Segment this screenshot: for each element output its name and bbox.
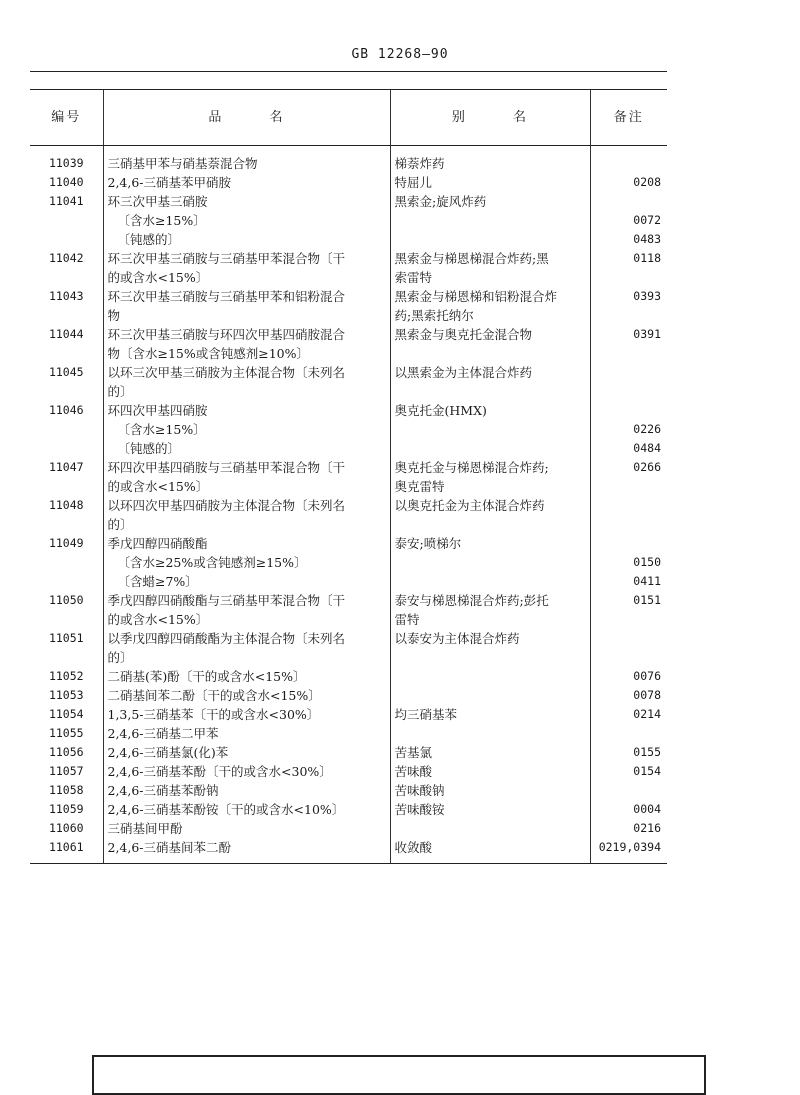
- remark-code: [590, 819, 667, 838]
- row-number: 11052: [48, 669, 84, 683]
- product-name-line: 2,4,6-三硝基间苯二酚: [107, 840, 232, 855]
- remark-code: [590, 686, 667, 705]
- product-name: [103, 591, 390, 629]
- row-number: 11059: [48, 802, 84, 816]
- table-row: [30, 534, 667, 591]
- product-name: [103, 724, 390, 743]
- product-name: [103, 287, 390, 325]
- remark-code: [590, 496, 667, 534]
- alias-name: [390, 667, 590, 686]
- product-name-line: 环三次甲基三硝胺与三硝基甲苯混合物〔干: [107, 251, 346, 266]
- alias-name-line: 以奥克托金为主体混合炸药: [394, 498, 545, 513]
- product-name: [103, 686, 390, 705]
- alias-name: [390, 363, 590, 401]
- row-number: 11050: [48, 593, 84, 607]
- product-name-line: 2,4,6-三硝基氯(化)苯: [107, 745, 229, 760]
- product-name-line: 的〕: [107, 384, 133, 399]
- remark-code-line: [595, 154, 662, 173]
- row-number: 11043: [48, 289, 84, 303]
- table-row: [30, 686, 667, 705]
- page-header: GB 12268—90: [351, 47, 449, 62]
- row-number: 11045: [48, 365, 84, 379]
- product-name: [103, 325, 390, 363]
- product-name-line: 2,4,6-三硝基苯酚钠: [107, 783, 219, 798]
- table-row: [30, 173, 667, 192]
- row-number: 11060: [48, 821, 84, 835]
- table-row: [30, 667, 667, 686]
- alias-name: [390, 173, 590, 192]
- row-number: 11044: [48, 327, 84, 341]
- alias-name: [390, 146, 590, 174]
- product-name-line: 2,4,6-三硝基苯酚〔干的或含水<30%〕: [107, 764, 332, 779]
- table-row: [30, 249, 667, 287]
- alias-name-line: 苦味酸铵: [394, 802, 445, 817]
- row-number: 11053: [48, 688, 84, 702]
- remark-code: [590, 762, 667, 781]
- alias-name: [390, 743, 590, 762]
- remark-code-line: [595, 192, 662, 211]
- remark-code: [590, 173, 667, 192]
- alias-name: [390, 496, 590, 534]
- remark-code-line: 0226: [633, 422, 661, 436]
- row-number: 11049: [48, 536, 84, 550]
- alias-name: [390, 401, 590, 458]
- alias-name-line: 收敛酸: [394, 840, 433, 855]
- table-row: [30, 401, 667, 458]
- alias-name: [390, 325, 590, 363]
- remark-code: [590, 401, 667, 458]
- product-name-line: 的或含水<15%〕: [107, 270, 209, 285]
- product-name-line: 的或含水<15%〕: [107, 479, 209, 494]
- alias-name-line: 泰安;喷梯尔: [394, 536, 462, 551]
- alias-name: [390, 287, 590, 325]
- alias-name-line: 黑索金与梯恩梯和铝粉混合炸: [394, 289, 558, 304]
- product-name-line: 〔含蜡≥7%〕: [117, 574, 198, 589]
- alias-name-line: [395, 686, 586, 705]
- remark-code: [590, 724, 667, 743]
- alias-name-line: 梯萘炸药: [394, 156, 445, 171]
- remark-code-line: 0151: [633, 593, 661, 607]
- product-name-line: 〔钝感的〕: [117, 441, 181, 456]
- product-name-line: 环四次甲基四硝胺: [107, 403, 208, 418]
- remark-code-line: [595, 401, 662, 420]
- footer-box: [92, 1055, 706, 1095]
- product-name: [103, 762, 390, 781]
- alias-name-line: 索雷特: [394, 270, 433, 285]
- product-name-line: 的或含水<15%〕: [107, 612, 209, 627]
- remark-code-line: 0118: [633, 251, 661, 265]
- remark-code-line: 0072: [633, 213, 661, 227]
- product-name: [103, 146, 390, 174]
- product-name: [103, 401, 390, 458]
- remark-code-line: [595, 534, 662, 553]
- row-number: 11041: [48, 194, 84, 208]
- table-row: [30, 458, 667, 496]
- product-name-line: 三硝基甲苯与硝基萘混合物: [107, 156, 258, 171]
- product-name-line: 〔含水≥25%或含钝感剂≥15%〕: [117, 555, 307, 570]
- remark-code: [590, 629, 667, 667]
- remark-code: [590, 146, 667, 174]
- document-table-wrap: [30, 89, 667, 864]
- table-row: [30, 363, 667, 401]
- product-name-line: 〔含水≥15%〕: [117, 422, 206, 437]
- table-row: [30, 192, 667, 249]
- remark-code-line: 0393: [633, 289, 661, 303]
- alias-name-line: 奥克托金(HMX): [394, 403, 487, 418]
- table-row: [30, 591, 667, 629]
- product-name-line: 季戊四醇四硝酸酯: [107, 536, 208, 551]
- row-number: 11057: [48, 764, 84, 778]
- alias-name: [390, 762, 590, 781]
- remark-code-line: 0484: [633, 441, 661, 455]
- row-number: 11054: [48, 707, 84, 721]
- product-name-line: 〔含水≥15%〕: [117, 213, 206, 228]
- product-name: [103, 192, 390, 249]
- table-row: [30, 724, 667, 743]
- table-row: [30, 287, 667, 325]
- remark-code-line: [595, 629, 662, 648]
- product-name-line: 二硝基间苯二酚〔干的或含水<15%〕: [107, 688, 321, 703]
- alias-name-line: 特屈儿: [394, 175, 433, 190]
- product-name-line: 环三次甲基三硝胺: [107, 194, 208, 209]
- remark-code: [590, 249, 667, 287]
- alias-name-line: 黑索金;旋风炸药: [394, 194, 487, 209]
- alias-name: [390, 458, 590, 496]
- alias-name-line: 奥克雷特: [394, 479, 445, 494]
- alias-name-line: 以泰安为主体混合炸药: [394, 631, 520, 646]
- remark-code-line: 0219,0394: [598, 840, 661, 854]
- product-name: [103, 629, 390, 667]
- row-number: 11055: [48, 726, 84, 740]
- remark-code-line: 0483: [633, 232, 661, 246]
- alias-name: [390, 819, 590, 838]
- row-number: 11051: [48, 631, 84, 645]
- alias-name-line: 均三硝基苯: [394, 707, 458, 722]
- product-name: [103, 800, 390, 819]
- row-number: 11061: [30, 838, 103, 864]
- row-number: 11047: [48, 460, 84, 474]
- column-header-note: 备注: [590, 90, 667, 146]
- table-row: [30, 838, 667, 864]
- product-name-line: 环三次甲基三硝胺与环四次甲基四硝胺混合: [107, 327, 346, 342]
- row-number: 11048: [48, 498, 84, 512]
- table-row: [30, 496, 667, 534]
- remark-code: [590, 192, 667, 249]
- alias-name: [390, 724, 590, 743]
- product-name-line: 2,4,6-三硝基二甲苯: [107, 726, 219, 741]
- alias-name-line: [395, 819, 586, 838]
- remark-code-line: 0155: [633, 745, 661, 759]
- product-name: [103, 819, 390, 838]
- table-row: [30, 781, 667, 800]
- product-name-line: 1,3,5-三硝基苯〔干的或含水<30%〕: [107, 707, 320, 722]
- table-row: [30, 325, 667, 363]
- table-row: [30, 743, 667, 762]
- remark-code-line: [595, 781, 662, 800]
- alias-name: [390, 705, 590, 724]
- remark-code: [590, 781, 667, 800]
- table-body: [30, 146, 667, 864]
- alias-name-line: 泰安与梯恩梯混合炸药;彭托: [394, 593, 549, 608]
- product-name: [103, 458, 390, 496]
- remark-code: [590, 363, 667, 401]
- remark-code-line: 0214: [633, 707, 661, 721]
- alias-name-line: 奥克托金与梯恩梯混合炸药;: [394, 460, 549, 475]
- dangerous-goods-table: [30, 89, 667, 864]
- alias-name-line: 苦基氯: [394, 745, 433, 760]
- remark-code: [590, 325, 667, 363]
- remark-code: [590, 591, 667, 629]
- remark-code-line: 0078: [633, 688, 661, 702]
- column-header-number: 编号: [30, 90, 103, 146]
- alias-name: [390, 800, 590, 819]
- product-name: [103, 249, 390, 287]
- remark-code: [590, 667, 667, 686]
- product-name-line: 以环四次甲基四硝胺为主体混合物〔未列名: [107, 498, 346, 513]
- alias-name-line: 药;黑索托纳尔: [394, 308, 474, 323]
- table-row: [30, 762, 667, 781]
- header-rule: [30, 71, 667, 72]
- remark-code-line: 0266: [633, 460, 661, 474]
- alias-name-line: 黑索金与奥克托金混合物: [394, 327, 533, 342]
- product-name: [103, 496, 390, 534]
- remark-code: [590, 458, 667, 496]
- product-name-line: 2,4,6-三硝基苯甲硝胺: [107, 175, 232, 190]
- product-name-line: 物〔含水≥15%或含钝感剂≥10%〕: [107, 346, 310, 361]
- remark-code-line: [595, 496, 662, 515]
- alias-name: [390, 838, 590, 864]
- remark-code-line: 0150: [633, 555, 661, 569]
- alias-name: [390, 192, 590, 249]
- remark-code-line: [595, 363, 662, 382]
- remark-code-line: 0411: [633, 574, 661, 588]
- table-row: [30, 705, 667, 724]
- product-name-line: 的〕: [107, 517, 133, 532]
- product-name: [103, 667, 390, 686]
- row-number: 11042: [48, 251, 84, 265]
- product-name-line: 以环三次甲基三硝胺为主体混合物〔未列名: [107, 365, 346, 380]
- product-name: [103, 743, 390, 762]
- product-name-line: 〔钝感的〕: [117, 232, 181, 247]
- table-row: [30, 629, 667, 667]
- product-name: [103, 173, 390, 192]
- table-row: [30, 800, 667, 819]
- row-number: 11056: [48, 745, 84, 759]
- product-name-line: 环四次甲基四硝胺与三硝基甲苯混合物〔干: [107, 460, 346, 475]
- product-name-line: 环三次甲基三硝胺与三硝基甲苯和铝粉混合: [107, 289, 346, 304]
- remark-code-line: 0154: [633, 764, 661, 778]
- row-number: 11040: [48, 175, 84, 189]
- remark-code: [590, 705, 667, 724]
- remark-code: [590, 287, 667, 325]
- alias-name: [390, 534, 590, 591]
- remark-code-line: 0216: [633, 821, 661, 835]
- product-name: [103, 838, 390, 864]
- alias-name: [390, 629, 590, 667]
- remark-code: [590, 534, 667, 591]
- product-name: [103, 534, 390, 591]
- remark-code-line: 0391: [633, 327, 661, 341]
- product-name: [103, 705, 390, 724]
- remark-code-line: 0004: [633, 802, 661, 816]
- alias-name: [390, 781, 590, 800]
- remark-code: [590, 838, 667, 864]
- product-name: [103, 781, 390, 800]
- product-name: [103, 363, 390, 401]
- remark-code-line: 0208: [633, 175, 661, 189]
- remark-code-line: 0076: [633, 669, 661, 683]
- remark-code: [590, 743, 667, 762]
- alias-name-line: 苦味酸: [394, 764, 433, 779]
- product-name-line: 2,4,6-三硝基苯酚铵〔干的或含水<10%〕: [107, 802, 345, 817]
- alias-name-line: 雷特: [394, 612, 420, 627]
- row-number: 11046: [48, 403, 84, 417]
- product-name-line: 以季戊四醇四硝酸酯为主体混合物〔未列名: [107, 631, 346, 646]
- alias-name: [390, 249, 590, 287]
- alias-name-line: [395, 667, 586, 686]
- product-name-line: 物: [107, 308, 121, 323]
- product-name-line: 二硝基(苯)酚〔干的或含水<15%〕: [107, 669, 306, 684]
- row-number: 11058: [48, 783, 84, 797]
- table-header-row: [30, 90, 667, 146]
- alias-name-line: [395, 724, 586, 743]
- remark-code: [590, 800, 667, 819]
- table-row: [30, 819, 667, 838]
- product-name-line: 的〕: [107, 650, 133, 665]
- alias-name-line: 苦味酸钠: [394, 783, 445, 798]
- alias-name-line: 黑索金与梯恩梯混合炸药;黑: [394, 251, 549, 266]
- alias-name-line: 以黑索金为主体混合炸药: [394, 365, 533, 380]
- alias-name: [390, 591, 590, 629]
- alias-name: [390, 686, 590, 705]
- product-name-line: 季戊四醇四硝酸酯与三硝基甲苯混合物〔干: [107, 593, 346, 608]
- column-header-alias: 别 名: [390, 90, 590, 146]
- table-row: [30, 146, 667, 174]
- column-header-name: 品 名: [103, 90, 390, 146]
- product-name-line: 三硝基间甲酚: [107, 821, 183, 836]
- remark-code-line: [595, 724, 662, 743]
- row-number: 11039: [48, 156, 84, 170]
